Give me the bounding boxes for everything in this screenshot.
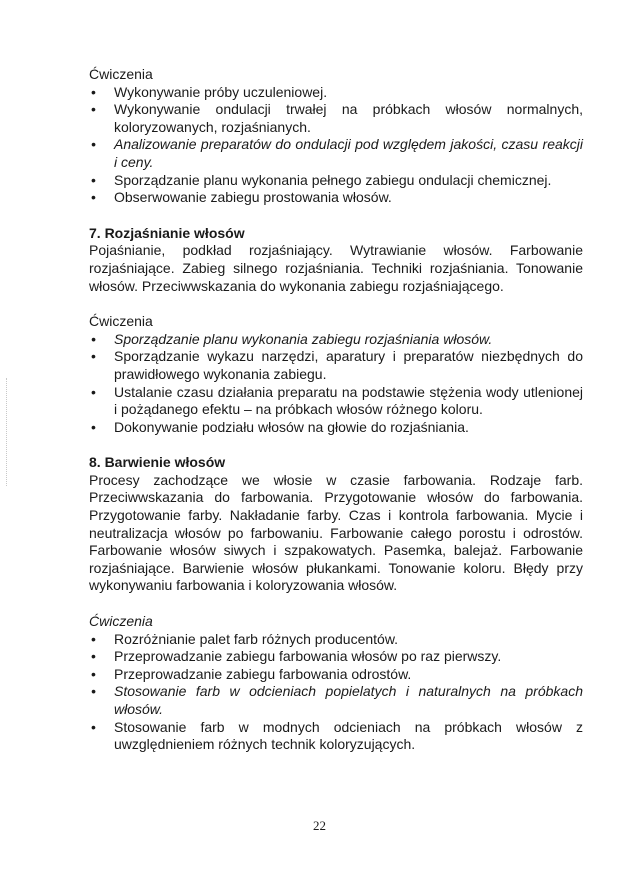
list-item: • Wykonywanie ondulacji trwałej na próbkach włosów normalnych, koloryzowanych, rozjaśnianych. (89, 101, 583, 136)
exercises-heading: Ćwiczenia (89, 613, 153, 630)
page-number: 22 (313, 818, 326, 833)
section-title: 7. Rozjaśnianie włosów (89, 224, 245, 241)
list-item: • Dokonywanie podziału włosów na głowie do rozjaśniania. (89, 419, 583, 437)
list-item: • Rozróżnianie palet farb różnych producentów. (89, 631, 583, 649)
list-item: • Sporządzanie planu wykonania zabiegu rozjaśniania włosów. (89, 331, 583, 349)
list-item: • Analizowanie preparatów do ondulacji pod względem jakości, czasu reakcji i ceny. (89, 136, 583, 171)
list-item: • Wykonywanie próby uczuleniowej. (89, 84, 583, 102)
list-item: • Przeprowadzanie zabiegu farbowania odrostów. (89, 666, 583, 684)
page-content (89, 66, 583, 754)
exercises-list (89, 631, 583, 754)
section-body: Pojaśnianie, podkład rozjaśniający. Wytrawianie włosów. Farbowanie rozjaśniające. Zabieg silnego rozjaśniania. Techniki rozjaśniania. Tonowanie włosów. Przeciwwskazania do wykonania zabiegu rozjaśniającego. (89, 242, 583, 294)
list-item: • Przeprowadzanie zabiegu farbowania włosów po raz pierwszy. (89, 648, 583, 666)
section-body: Procesy zachodzące we włosie w czasie farbowania. Rodzaje farb. Przeciwwskazania do farbowania. Przygotowanie włosów do farbowania. Przygotowanie farby. Nakładanie farby. Czas i kontrola farbowania. Mycie i neutralizacja włosów po farbowaniu. Farbowanie całego porostu i odrostów. Farbowanie włosów siwych i szpakowatych. Pasemka, balejaż. Farbowanie rozjaśniające. Barwienie włosów płukankami. Tonowanie koloru. Błędy przy wykonywaniu farbowania i koloryzowania włosów. (89, 471, 583, 594)
list-item: • Stosowanie farb w modnych odcieniach na próbkach włosów z uwzględnieniem różnych technik koloryzujących. (89, 719, 583, 754)
list-item: • Sporządzanie planu wykonania pełnego zabiegu ondulacji chemicznej. (89, 172, 583, 190)
exercises-list (89, 84, 583, 207)
list-item: • Obserwowanie zabiegu prostowania włosów. (89, 189, 583, 207)
exercises-list (89, 331, 583, 437)
exercises-heading: Ćwiczenia (89, 66, 153, 82)
exercises-heading: Ćwiczenia (89, 313, 153, 330)
section-title: 8. Barwienie włosów (89, 454, 226, 471)
list-item: • Ustalanie czasu działania preparatu na podstawie stężenia wody utlenionej i pożądanego efektu – na próbkach włosów różnego koloru. (89, 384, 583, 419)
list-item: • Stosowanie farb w odcieniach popielatych i naturalnych na próbkach włosów. (89, 683, 583, 718)
list-item: • Sporządzanie wykazu narzędzi, aparatury i preparatów niezbędnych do prawidłowego wykonania zabiegu. (89, 348, 583, 383)
scan-margin-mark (6, 378, 8, 486)
